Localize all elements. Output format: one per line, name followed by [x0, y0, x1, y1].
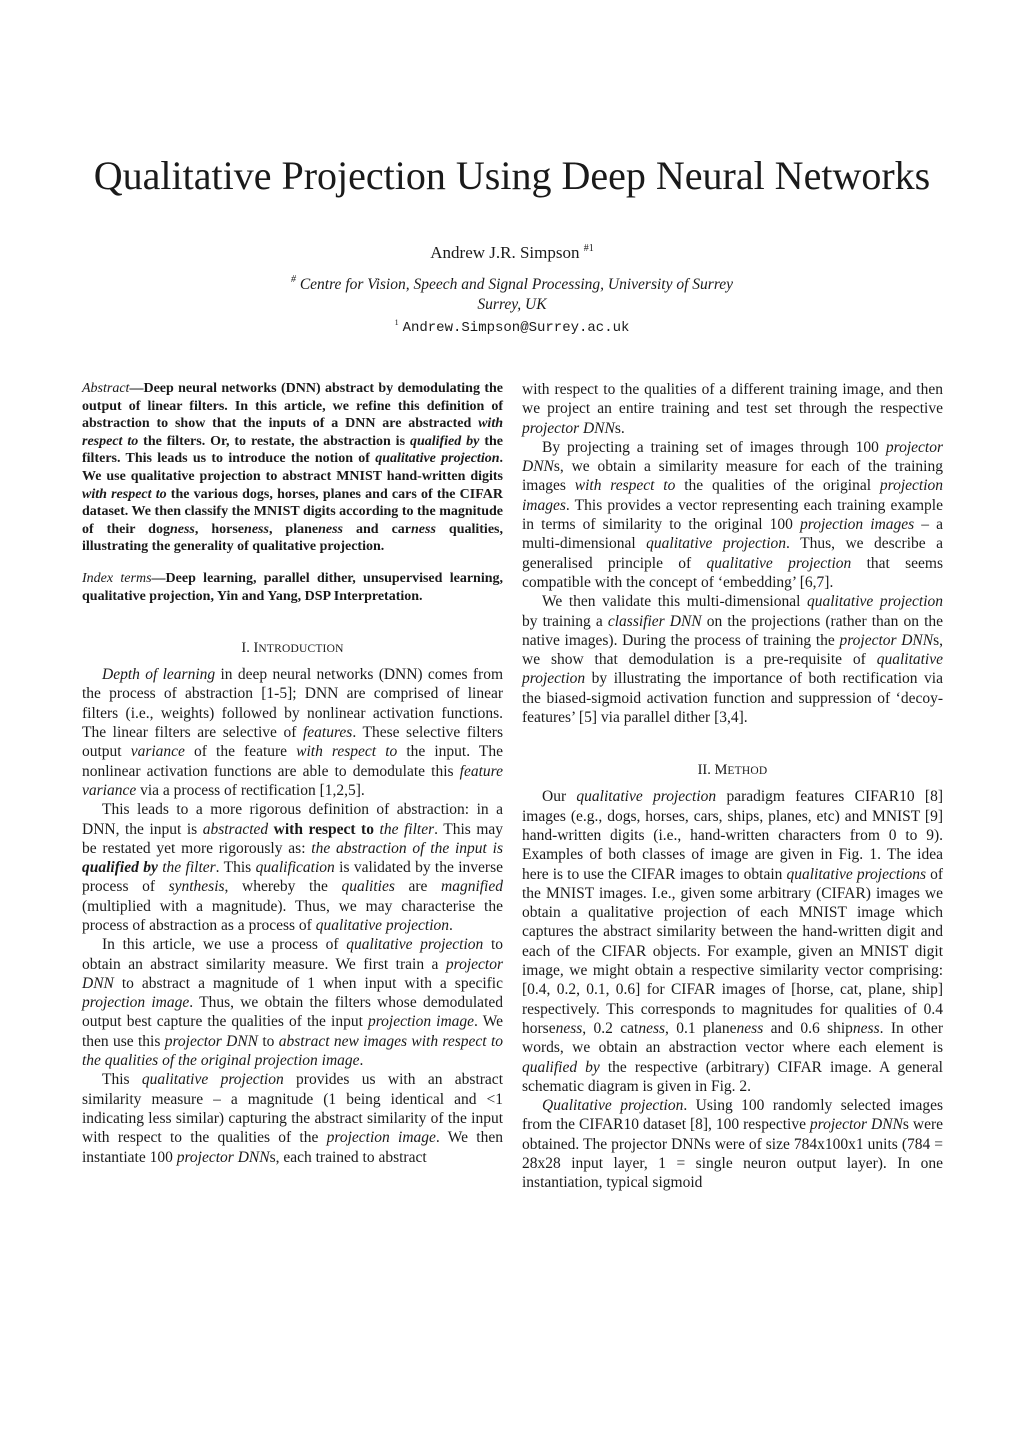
- paper-title: Qualitative Projection Using Deep Neural Networks: [93, 153, 931, 198]
- abstract-dash: —: [129, 381, 144, 396]
- affiliation-line-1: [0, 270, 1024, 295]
- affiliation: [0, 270, 1024, 315]
- index-terms-dash: —: [151, 570, 166, 586]
- intro-paragraph-2: This leads to a more rigorous definition of abstraction: in a DNN, the input is abstracted with respect to the filter. This may be restated yet more rigorously as: the abstraction of the input is qualified by the filter. This qualification is validated by the inverse process of synthesis, whereby the qualities are magnified (multiplied with a magnitude). Thus, we may characterise the process of abstraction as a process of qualitative projection.: [82, 801, 504, 934]
- section-heading-method: II. METHOD: [697, 762, 768, 779]
- abstract-label: Abstract: [82, 381, 130, 396]
- affiliation-text: Centre for Vision, Speech and Signal Processing, University of Surrey: [299, 276, 734, 293]
- affiliation-superscript: #: [290, 274, 296, 285]
- author-email: Andrew.Simpson@Surrey.ac.uk: [402, 320, 630, 336]
- method-paragraph-2: Qualitative projection. Using 100 randomly selected images from the CIFAR10 dataset [8], 100 respective projector DNNs were obtained. The projector DNNs were of size 784x100x1 units (784 = 28x28 input layer, 1 = single neuron output layer). In one instantiation, typical sigmoid: [522, 1097, 943, 1192]
- intro-paragraph-3: In this article, we use a process of qualitative projection to obtain an abstract similarity measure. We first train a projector DNN to abstract a magnitude of 1 when input with a specific projection image. Thus, we obtain the filters whose demodulated output best capture the qualities of the input projection image. We then use this projector DNN to abstract new images with respect to the qualities of the original projection image.: [82, 936, 503, 1070]
- author-superscript: #1: [583, 243, 594, 254]
- right-column: [522, 380, 943, 1193]
- intro-paragraph-5: with respect to the qualities of a different training image, and then we project an entire training and test set through the respective projector DNNs.: [522, 381, 943, 437]
- section-heading-introduction: I. INTRODUCTION: [241, 640, 344, 657]
- intro-paragraph-1: Depth of learning in deep neural networks (DNN) comes from the process of abstraction [1-5]; DNN are comprised of linear filters (i.e., weights) followed by nonlinear activation functions. The linear filters are selective of features. These selective filters output variance of the feature with respect to the input. The nonlinear activation functions are able to demodulate this feature variance via a process of rectification [1,2,5].: [82, 666, 503, 799]
- method-paragraph-1: Our qualitative projection paradigm features CIFAR10 [8] images (e.g., dogs, horses, cars, ships, planes, etc) and MNIST [9] hand-written digits (i.e., hand-written characters from 0 to 9). Examples of both classes of image are given in Fig. 1. The idea here is to use the CIFAR images to obtain qualitative projections of the MNIST images. I.e., given some arbitrary (CIFAR) images we obtain a qualitative projection of each MNIST image which captures the abstract similarity between the hand-written digit and each of the CIFAR objects. For example, given an MNIST digit image, we might obtain a respective similarity vector comprising: [0.4, 0.2, 0.1, 0.6] for CIFAR images of [horse, cat, plane, ship] respectively. This corresponds to magnitudes for qualities of 0.4 horseness, 0.2 catness, 0.1 planeness and 0.6 shipness. In other words, we obtain an abstraction vector where each element is qualified by the respective (arbitrary) CIFAR image. A general schematic diagram is given in Fig. 2.: [522, 788, 943, 1095]
- author-name: Andrew J.R. Simpson: [430, 243, 580, 262]
- intro-paragraph-7: We then validate this multi-dimensional qualitative projection by training a classifier DNN on the projections (rather than on the native images). During the process of training the projector DNNs, we show that demodulation is a pre-requisite of qualitative projection by illustrating the importance of both rectification via the biased-sigmoid activation function and suppression of ‘decoy-features’ [5] via parallel dither [3,4].: [522, 593, 944, 727]
- index-terms-label: Index terms: [82, 570, 152, 586]
- index-terms-text: Deep learning, parallel dither, unsupervised learning, qualitative projection, Yin and Yang, DSP Interpretation.: [82, 570, 504, 604]
- abstract-paragraph: Abstract—Deep neural networks (DNN) abstract by demodulating the output of linear filters. In this article, we refine this definition of abstraction to show that the inputs of a DNN are abstracted with respect to the filters. Or, to restate, the abstraction is qualified by the filters. This leads us to introduce the notion of qualitative projection. We use qualitative projection to abstract MNIST hand-written digits with respect to the various dogs, horses, planes and cars of the CIFAR dataset. We then classify the MNIST digits according to the magnitude of their dogness, horseness, planeness and carness qualities, illustrating the generality of qualitative projection.: [82, 381, 503, 555]
- intro-paragraph-4: This qualitative projection provides us with an abstract similarity measure – a magnitude (1 being identical and <1 indicating less similar) capturing the abstract similarity of the input with respect to the qualities of the projection image. We then instantiate 100 projector DNNs, each trained to abstract: [82, 1071, 503, 1166]
- intro-paragraph-6: By projecting a training set of images through 100 projector DNNs, we obtain a similarity measure for each of the training images with respect to the qualities of the original projection images. This provides a vector representing each training example in terms of similarity to the original 100 projection images – a multi-dimensional qualitative projection. Thus, we describe a generalised principle of qualitative projection that seems compatible with the concept of ‘embedding’ [6,7].: [522, 438, 944, 591]
- author-email-line: [0, 314, 1024, 337]
- author-line: [0, 238, 1024, 264]
- left-column: [82, 380, 503, 1167]
- email-superscript: 1: [394, 318, 399, 327]
- index-terms-paragraph: [82, 570, 503, 605]
- affiliation-line-2: Surrey, UK: [477, 296, 547, 313]
